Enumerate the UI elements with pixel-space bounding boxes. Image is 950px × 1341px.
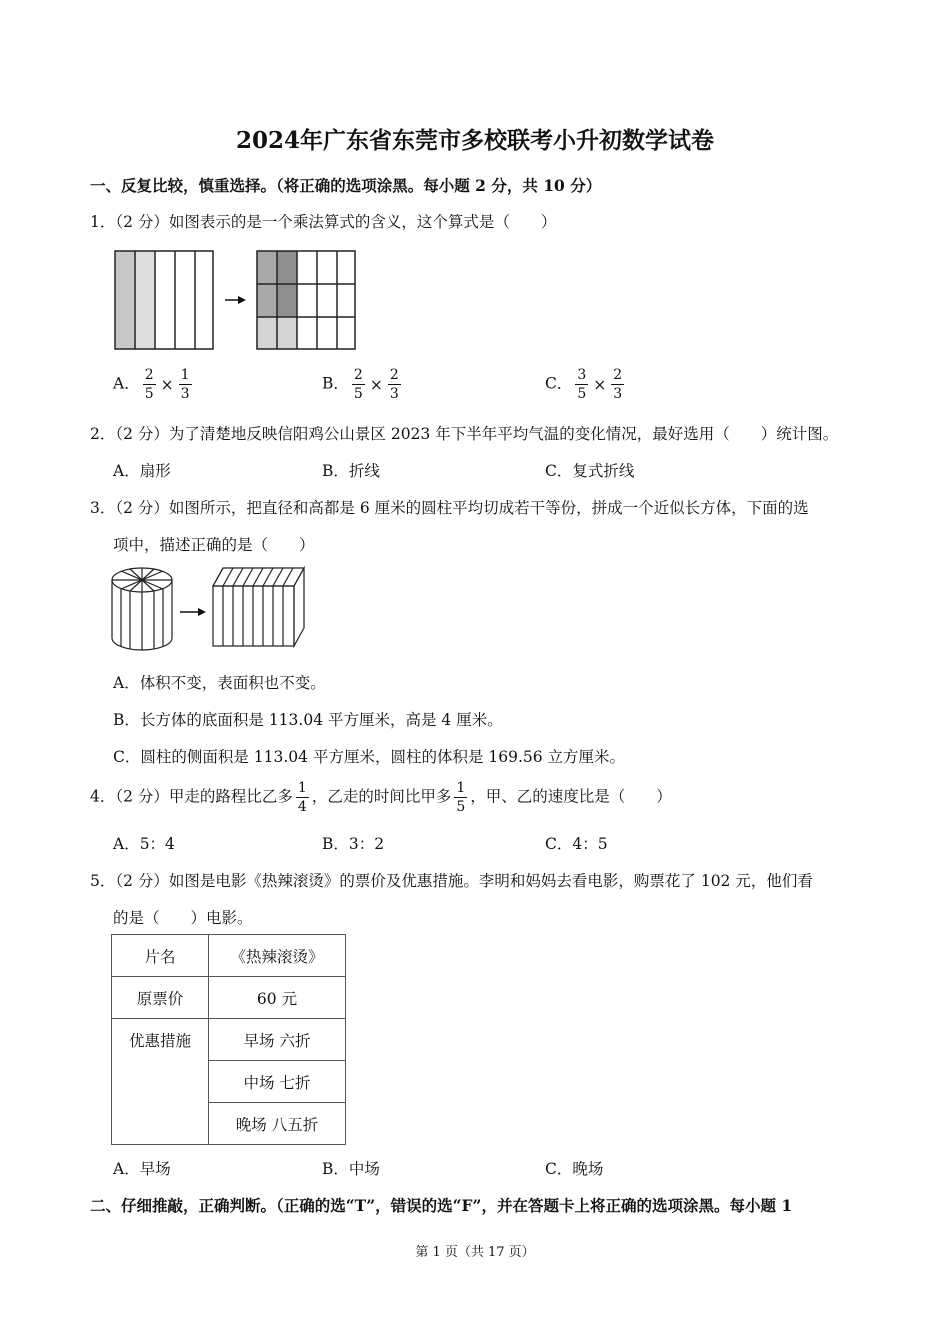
q2-option-b[interactable]: B．折线 — [322, 462, 380, 480]
q4-text: 4．（2 分）甲走的路程比乙多 $\frac{1}{4}$ ，乙走的时间比甲多 $\frac{1}{5}$ ，甲、乙的速度比是（ ） — [90, 780, 672, 815]
q1-option-a[interactable]: A． $\frac{2}{5}$ × $\frac{1}{3}$ — [113, 367, 190, 402]
q3-text-line1: 3．（2 分）如图所示，把直径和高都是 6 厘米的圆柱平均切成若干等份，拼成一个近似长方体，下面的选 — [90, 499, 809, 517]
table-cell: 早场 六折 — [209, 1019, 346, 1061]
table-cell: 《热辣滚烫》 — [209, 935, 346, 977]
q5-option-c[interactable]: C．晚场 — [545, 1160, 604, 1178]
q5-text-line2: 的是（ ）电影。 — [113, 909, 253, 927]
q4-option-a[interactable]: A．5：4 — [113, 835, 175, 853]
q3-option-c[interactable]: C．圆柱的侧面积是 113.04 平方厘米，圆柱的体积是 169.56 立方厘米。 — [113, 748, 626, 766]
q5-option-b[interactable]: B．中场 — [322, 1160, 380, 1178]
q1-b-frac1: $\frac{2}{5}$ — [353, 367, 363, 402]
q4-frac1: $\frac{1}{4}$ — [297, 780, 307, 815]
q3-text-line2: 项中，描述正确的是（ ） — [113, 536, 315, 554]
q4-frac2: $\frac{1}{5}$ — [456, 780, 466, 815]
q1-text: 1．（2 分）如图表示的是一个乘法算式的含义，这个算式是（ ） — [90, 213, 557, 231]
q1-option-c[interactable]: C． $\frac{3}{5}$ × $\frac{2}{3}$ — [545, 367, 623, 402]
q1-c-frac1: $\frac{3}{5}$ — [577, 367, 587, 402]
table-row — [112, 935, 346, 977]
q2-text: 2．（2 分）为了清楚地反映信阳鸡公山景区 2023 年下半年平均气温的变化情况，最好选用（ ）统计图。 — [90, 425, 839, 443]
table-cell: 片名 — [112, 935, 209, 977]
q3-option-a[interactable]: A．体积不变，表面积也不变。 — [113, 674, 326, 692]
q5-option-a[interactable]: A．早场 — [113, 1160, 171, 1178]
cylinder-shape — [112, 568, 172, 650]
q5-text-line1: 5．（2 分）如图是电影《热辣滚烫》的票价及优惠措施。李明和妈妈去看电影，购票花了 102 元，他们看 — [90, 872, 813, 890]
q1-a-frac2: $\frac{1}{3}$ — [180, 367, 190, 402]
q4-option-b[interactable]: B．3：2 — [322, 835, 385, 853]
q1-figure — [110, 247, 360, 353]
q3-arrow-head — [198, 608, 206, 616]
table-cell: 优惠措施 — [112, 1019, 209, 1145]
q4-option-c[interactable]: C．4：5 — [545, 835, 608, 853]
q2-option-a[interactable]: A．扇形 — [113, 462, 171, 480]
table-cell: 中场 七折 — [209, 1061, 346, 1103]
q3-figure — [108, 560, 328, 654]
q1-b-frac2: $\frac{2}{3}$ — [389, 367, 399, 402]
table-row — [112, 1019, 346, 1061]
table-cell: 原票价 — [112, 977, 209, 1019]
table-cell: 晚场 八五折 — [209, 1103, 346, 1145]
q1-shaded-col1 — [115, 251, 135, 349]
cuboid-shape — [213, 568, 304, 646]
q1-a-frac1: $\frac{2}{5}$ — [144, 367, 154, 402]
ticket-table — [111, 934, 346, 1145]
table-row — [112, 977, 346, 1019]
q1-option-b[interactable]: B． $\frac{2}{5}$ × $\frac{2}{3}$ — [322, 367, 399, 402]
page-footer: 第 1 页（共 17 页） — [415, 1245, 535, 1260]
table-cell: 60 元 — [209, 977, 346, 1019]
q1-c-frac2: $\frac{2}{3}$ — [613, 367, 623, 402]
section2-heading: 二、仔细推敲，正确判断。（正确的选“T”，错误的选“F”，并在答题卡上将正确的选项涂黑。每小题 1 — [90, 1196, 793, 1215]
section1-heading: 一、反复比较，慎重选择。（将正确的选项涂黑。每小题 2 分，共 10 分） — [90, 176, 602, 195]
page-title: 2024年广东省东莞市多校联考小升初数学试卷 — [235, 127, 714, 154]
q2-option-c[interactable]: C．复式折线 — [545, 462, 635, 480]
q3-option-b[interactable]: B．长方体的底面积是 113.04 平方厘米，高是 4 厘米。 — [113, 711, 503, 729]
q1-shaded-col2 — [135, 251, 155, 349]
q1-arrow-head — [238, 296, 246, 304]
